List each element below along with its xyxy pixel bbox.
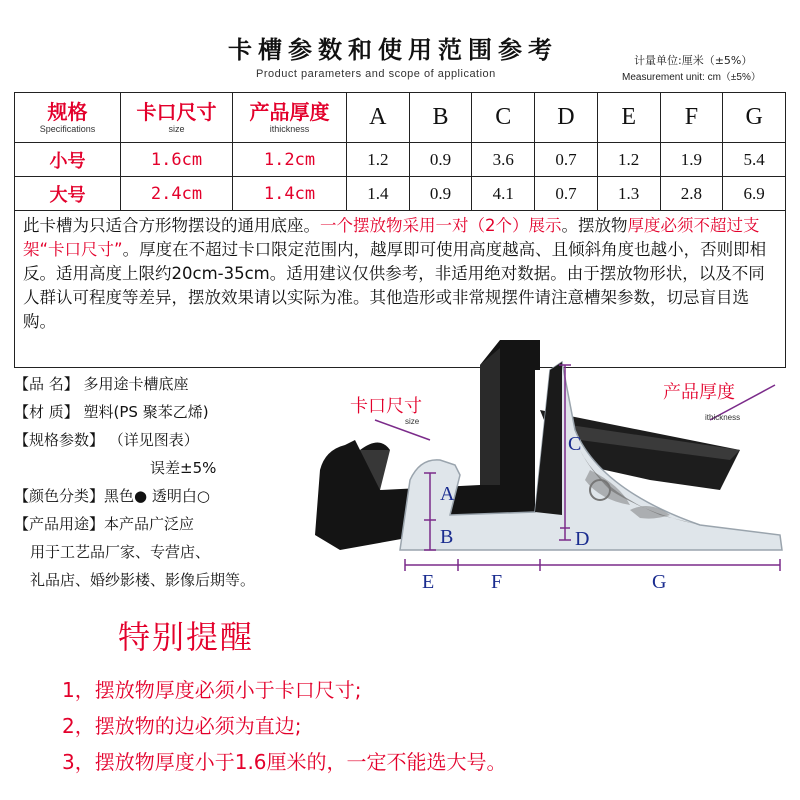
dim-value: 0.9 <box>409 177 472 211</box>
header-size-cn: 卡口尺寸 <box>136 99 217 124</box>
dim-value: 1.2 <box>597 143 660 177</box>
reminder-item: 2，摆放物的边必须为直边; <box>62 714 302 738</box>
reminder-title: 特别提醒 <box>118 618 255 656</box>
table-row <box>15 177 786 211</box>
size-label-en: size <box>405 417 420 426</box>
thickness-value: 1.2cm <box>233 143 347 177</box>
info-usage: 【产品用途】本产品广泛应 <box>14 515 195 533</box>
info-material: 【材 质】 塑料(PS 聚苯乙烯) <box>14 403 209 421</box>
header-thickness-en: ithickness <box>269 123 310 134</box>
info-color: 【颜色分类】黑色● 透明白○ <box>14 487 210 505</box>
dim-value: 1.2 <box>347 143 410 177</box>
dim-value: 5.4 <box>723 143 786 177</box>
reminder-item: 1，摆放物厚度必须小于卡口尺寸; <box>62 678 362 702</box>
header-spec-en: Specifications <box>39 123 96 134</box>
product-diagram <box>300 340 800 600</box>
thickness-label-cn: 产品厚度 <box>663 382 735 403</box>
spec-table <box>14 92 786 211</box>
dim-value: 1.4 <box>347 177 410 211</box>
header-size-en: size <box>168 123 185 134</box>
dim-value: 1.9 <box>660 143 723 177</box>
header-spec-cn: 规格 <box>47 99 88 124</box>
size-label-cn: 卡口尺寸 <box>350 396 422 417</box>
dim-value: 0.9 <box>409 143 472 177</box>
description-highlight: 一个摆放物采用一对（2个）展示 <box>320 216 562 235</box>
header-letter: C <box>472 93 535 143</box>
page-title: 卡槽参数和使用范围参考 <box>228 36 558 64</box>
description-text: 。厚度在不超过卡口限定范围内，越厚即可使用高度越高、且倾斜角度也越小，否则即相反。适用高度上限约20cm-35cm。适用建议仅供参考，非适用绝对数据。由于摆放物形状，以及不同人群认可程度等差异，摆放效果请以实际为准。其他造形或非常规摆件请注意槽架参数，切忌盲目选购。 <box>23 240 767 331</box>
dim-letter-e: E <box>422 571 435 593</box>
reminder-item: 3，摆放物厚度小于1.6厘米的，一定不能选大号。 <box>62 750 507 774</box>
header-letter: B <box>409 93 472 143</box>
header-letter: F <box>660 93 723 143</box>
header-letter: E <box>597 93 660 143</box>
info-spec: 【规格参数】 （详见图表） <box>14 431 199 449</box>
thickness-value: 1.4cm <box>233 177 347 211</box>
header-size <box>121 93 233 143</box>
dim-letter-b: B <box>440 526 454 548</box>
header-thickness-cn: 产品厚度 <box>249 99 330 124</box>
row-label: 大号 <box>15 177 121 211</box>
dim-letter-g: G <box>652 571 667 593</box>
header-letter: D <box>535 93 598 143</box>
page-subtitle: Product parameters and scope of application <box>256 68 496 80</box>
dim-value: 3.6 <box>472 143 535 177</box>
dim-letter-a: A <box>440 483 455 505</box>
header-thickness <box>233 93 347 143</box>
table-row <box>15 143 786 177</box>
table-header-row <box>15 93 786 143</box>
description-text: 。摆放物 <box>561 216 628 235</box>
header-letter: G <box>723 93 786 143</box>
header-letter: A <box>347 93 410 143</box>
dim-letter-c: C <box>568 433 582 455</box>
info-name: 【品 名】 多用途卡槽底座 <box>14 375 189 393</box>
info-usage: 用于工艺品厂家、专营店、 <box>30 543 211 561</box>
header-spec <box>15 93 121 143</box>
description-highlight: 厚度必须不超过支架“卡口尺寸” <box>23 216 760 259</box>
dim-value: 2.8 <box>660 177 723 211</box>
info-usage: 礼品店、婚纱影楼、影像后期等。 <box>30 571 256 589</box>
dim-value: 0.7 <box>535 143 598 177</box>
unit-label-en: Measurement unit: cm（±5%） <box>622 72 761 83</box>
dim-value: 6.9 <box>723 177 786 211</box>
dim-letter-f: F <box>491 571 503 593</box>
unit-label-cn: 计量单位:厘米（±5%） <box>634 54 753 67</box>
dim-value: 4.1 <box>472 177 535 211</box>
info-tolerance: 误差±5% <box>150 459 217 477</box>
dim-letter-d: D <box>575 528 590 550</box>
size-value: 1.6cm <box>121 143 233 177</box>
dim-value: 0.7 <box>535 177 598 211</box>
row-label: 小号 <box>15 143 121 177</box>
size-value: 2.4cm <box>121 177 233 211</box>
dim-value: 1.3 <box>597 177 660 211</box>
description-text: 此卡槽为只适合方形物摆设的通用底座。 <box>23 216 320 235</box>
thickness-label-en: ithickness <box>705 413 741 422</box>
